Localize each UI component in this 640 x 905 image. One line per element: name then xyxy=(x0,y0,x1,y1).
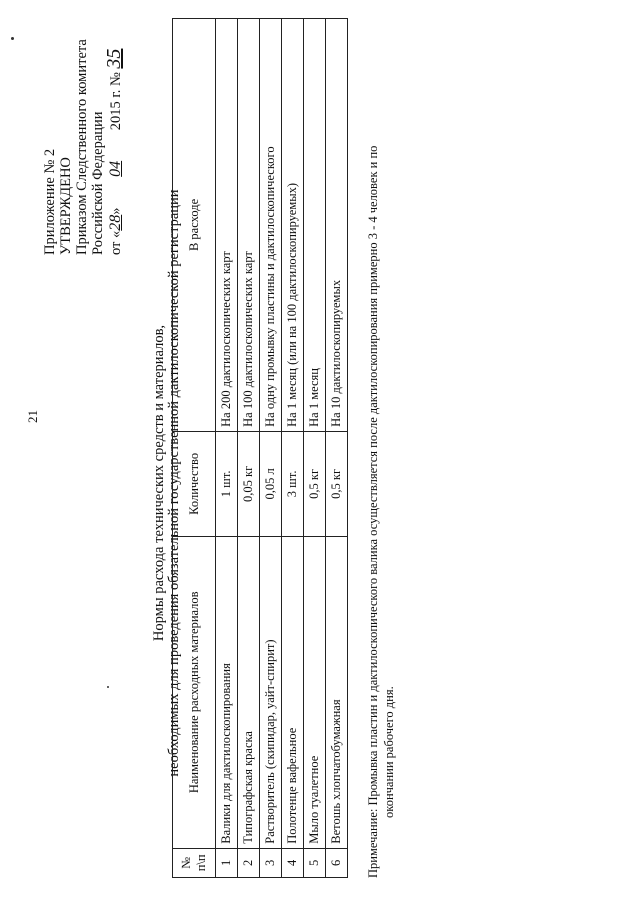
title-line-2: необходимых для проведения обязательной государственной дактилоскопической регистрации xyxy=(166,189,182,777)
material-name: Валики для дактилоскопирования xyxy=(216,536,238,848)
table-row xyxy=(304,19,326,878)
material-usage: На 1 месяц (или на 100 дактилоскопируемых) xyxy=(282,19,304,432)
approved-label: УТВЕРЖДЕНО xyxy=(58,157,74,255)
date-close-quote: » xyxy=(108,207,124,215)
footnote-line-1: Примечание: Промывка пластин и дактилоскопического валика осуществляется после дактилоскопирования примерно 3 - 4 человек и по xyxy=(366,145,380,878)
handwritten-order-number: 35 xyxy=(103,48,125,69)
header-number: № п\п xyxy=(173,848,216,877)
handwritten-month: 04 xyxy=(107,160,124,177)
table-row xyxy=(282,19,304,878)
table-row xyxy=(326,19,348,878)
material-name: Мыло туалетное xyxy=(304,536,326,848)
table-row xyxy=(260,19,282,878)
material-quantity: 0,05 л xyxy=(260,431,282,536)
row-number: 3 xyxy=(260,848,282,877)
table-row xyxy=(238,19,260,878)
row-number: 2 xyxy=(238,848,260,877)
appendix-label: Приложение № 2 xyxy=(42,148,58,255)
header-material-name: Наименование расходных материалов xyxy=(173,536,216,848)
federation-line: Российской Федерации xyxy=(90,111,106,255)
material-quantity: 0,5 кг xyxy=(304,431,326,536)
material-quantity: 3 шт. xyxy=(282,431,304,536)
material-usage: На 1 месяц xyxy=(304,19,326,432)
header-quantity: Количество xyxy=(173,431,216,536)
footnote-line-2: окончании рабочего дня. xyxy=(382,686,396,818)
material-usage: На 100 дактилоскопических карт xyxy=(238,19,260,432)
row-number: 5 xyxy=(304,848,326,877)
material-usage: На 200 дактилоскопических карт xyxy=(216,19,238,432)
order-date-line xyxy=(103,0,125,255)
year-and-number-label: 2015 г. № xyxy=(108,72,124,131)
material-name: Ветошь хлопчатобумажная xyxy=(326,536,348,848)
page-number: 21 xyxy=(25,410,40,423)
table-row xyxy=(216,19,238,878)
scan-speck xyxy=(107,686,109,688)
material-name: Типографская краска xyxy=(238,536,260,848)
norms-table xyxy=(172,18,348,878)
scan-speck xyxy=(11,37,14,40)
handwritten-day: 28 xyxy=(107,214,124,231)
date-prefix: от « xyxy=(108,230,124,255)
material-quantity: 0,05 кг xyxy=(238,431,260,536)
material-quantity: 0,5 кг xyxy=(326,431,348,536)
header-usage: В расходе xyxy=(173,19,216,432)
rotated-document-page xyxy=(25,8,640,878)
row-number: 4 xyxy=(282,848,304,877)
material-usage: На одну промывку пластины и дактилоскопического xyxy=(260,19,282,432)
approval-stamp-block xyxy=(42,0,124,255)
order-issuer-line: Приказом Следственного комитета xyxy=(74,39,90,255)
title-line-1: Нормы расхода технических средств и материалов, xyxy=(151,324,167,642)
footnote xyxy=(365,18,397,878)
material-usage: На 10 дактилоскопируемых xyxy=(326,19,348,432)
material-name: Растворитель (скипидар, уайт-спирит) xyxy=(260,536,282,848)
row-number: 1 xyxy=(216,848,238,877)
material-name: Полотенце вафельное xyxy=(282,536,304,848)
material-quantity: 1 шт. xyxy=(216,431,238,536)
row-number: 6 xyxy=(326,848,348,877)
table-header-row xyxy=(173,19,216,878)
